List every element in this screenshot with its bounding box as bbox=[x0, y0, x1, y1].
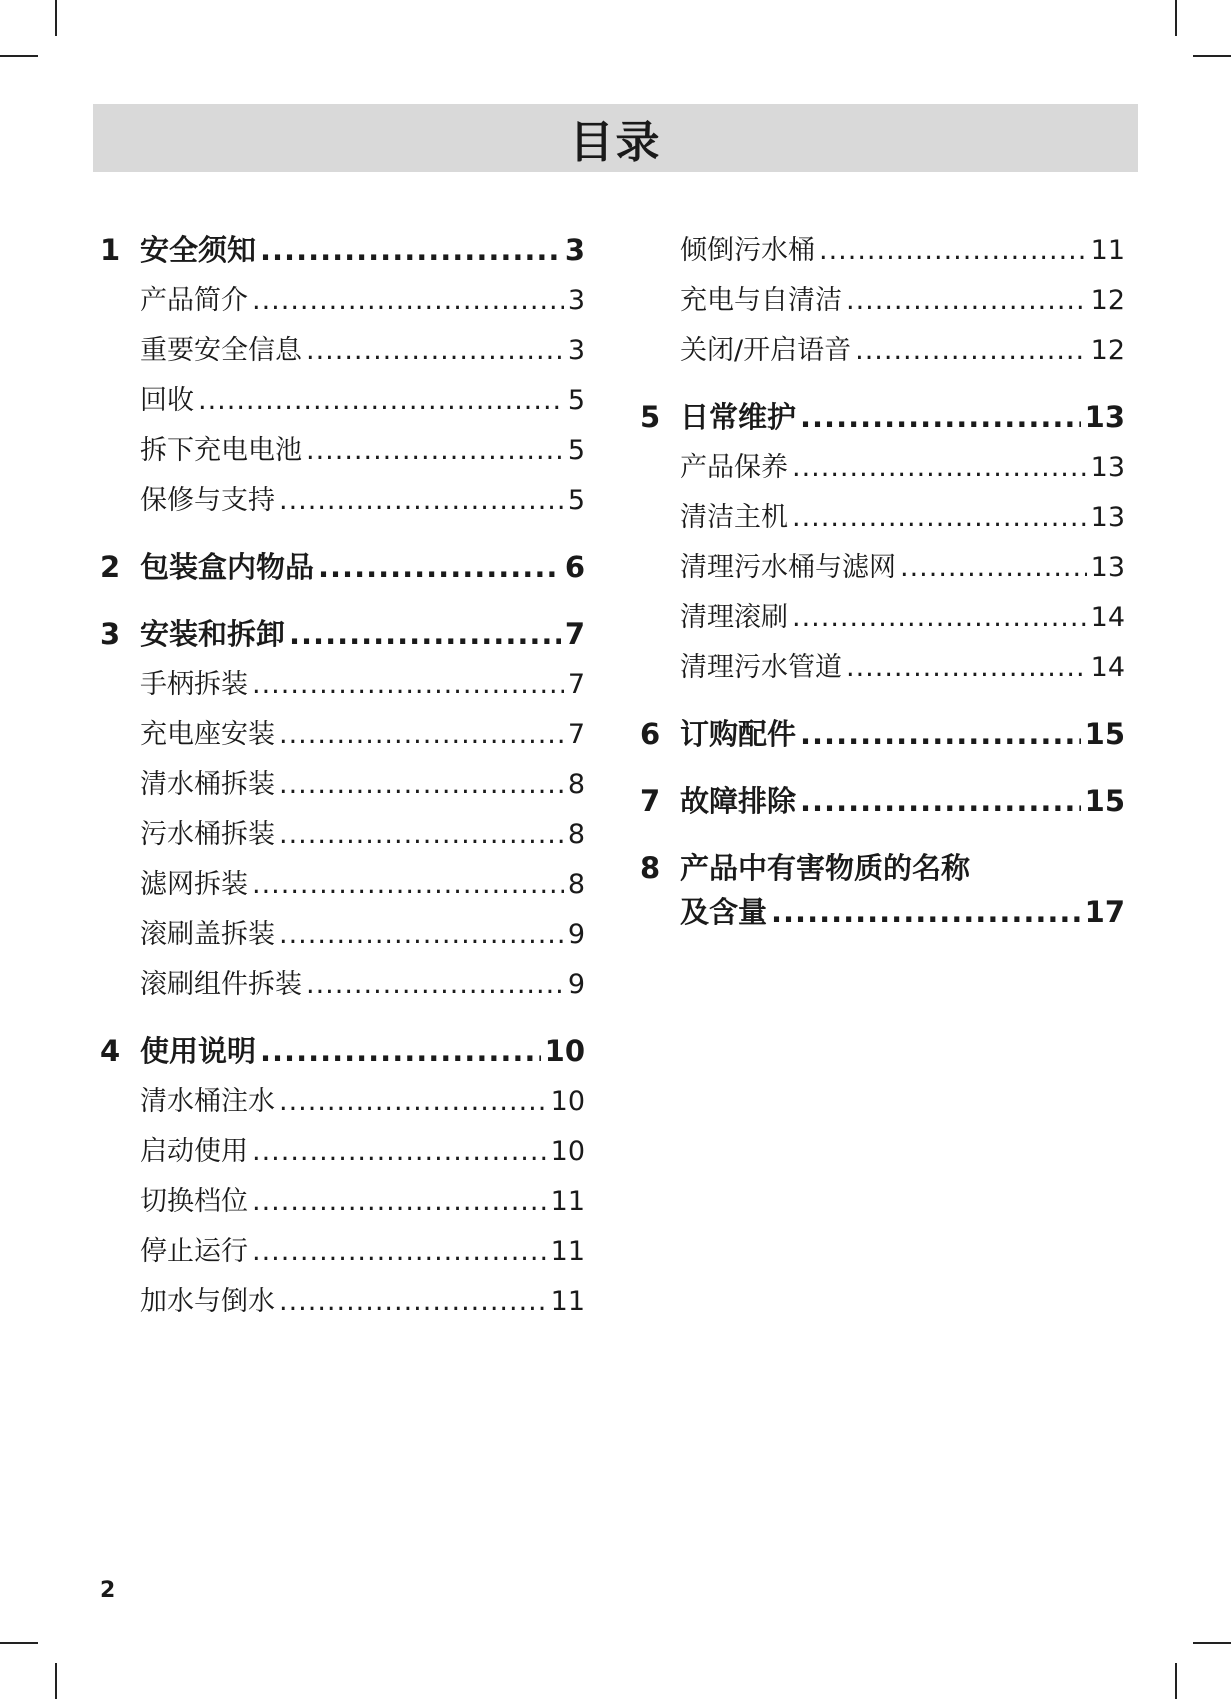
dot-leader bbox=[252, 1136, 547, 1167]
entry-label: 手柄拆装 bbox=[140, 669, 248, 700]
toc-subsection-entry[interactable] bbox=[100, 378, 585, 428]
entry-page-number: 9 bbox=[567, 919, 585, 950]
crop-mark bbox=[0, 55, 38, 57]
entry-page-number: 14 bbox=[1090, 652, 1125, 683]
entry-label: 滚刷盖拆装 bbox=[140, 919, 275, 950]
dot-leader bbox=[279, 719, 564, 750]
toc-section-entry[interactable] bbox=[640, 779, 1125, 829]
toc-left-column bbox=[100, 228, 585, 1329]
dot-leader bbox=[306, 335, 564, 366]
toc-section-entry[interactable] bbox=[100, 228, 585, 278]
entry-line bbox=[640, 890, 1125, 940]
dot-leader bbox=[252, 669, 564, 700]
toc-subsection-entry[interactable] bbox=[100, 278, 585, 328]
dot-leader bbox=[279, 819, 564, 850]
dot-leader bbox=[306, 435, 564, 466]
toc-subsection-entry[interactable] bbox=[100, 328, 585, 378]
dot-leader bbox=[279, 485, 564, 516]
toc-subsection-entry[interactable] bbox=[640, 645, 1125, 695]
entry-page-number: 8 bbox=[567, 869, 585, 900]
entry-page-number: 10 bbox=[550, 1136, 585, 1167]
dot-leader bbox=[792, 502, 1087, 533]
entry-page-number: 13 bbox=[1090, 502, 1125, 533]
dot-leader bbox=[289, 617, 561, 651]
section-number: 1 bbox=[100, 233, 121, 267]
entry-label: 及含量 bbox=[680, 895, 768, 929]
toc-section-entry[interactable] bbox=[100, 545, 585, 595]
dot-leader bbox=[279, 1086, 547, 1117]
dot-leader bbox=[279, 1286, 547, 1317]
entry-label: 产品简介 bbox=[140, 285, 248, 316]
entry-label: 加水与倒水 bbox=[140, 1286, 275, 1317]
toc-subsection-entry[interactable] bbox=[100, 1179, 585, 1229]
entry-page-number: 11 bbox=[550, 1286, 585, 1317]
entry-line bbox=[640, 846, 1125, 890]
dot-leader bbox=[279, 919, 564, 950]
toc-section-entry[interactable] bbox=[100, 1029, 585, 1079]
toc-subsection-entry[interactable] bbox=[100, 862, 585, 912]
entry-page-number: 5 bbox=[567, 435, 585, 466]
toc-right-column bbox=[640, 228, 1125, 940]
entry-page-number: 13 bbox=[1090, 552, 1125, 583]
crop-mark bbox=[1175, 0, 1177, 36]
entry-page-number: 7 bbox=[567, 669, 585, 700]
dot-leader bbox=[771, 895, 1081, 929]
entry-page-number: 12 bbox=[1090, 335, 1125, 366]
dot-leader bbox=[252, 1186, 547, 1217]
entry-label: 滤网拆装 bbox=[140, 869, 248, 900]
toc-subsection-entry[interactable] bbox=[640, 495, 1125, 545]
toc-subsection-entry[interactable] bbox=[100, 812, 585, 862]
toc-subsection-entry[interactable] bbox=[100, 662, 585, 712]
entry-page-number: 13 bbox=[1084, 400, 1125, 434]
section-number: 2 bbox=[100, 550, 121, 584]
toc-subsection-entry[interactable] bbox=[640, 228, 1125, 278]
entry-page-number: 17 bbox=[1084, 895, 1125, 929]
entry-label: 污水桶拆装 bbox=[140, 819, 275, 850]
entry-label: 安装和拆卸 bbox=[140, 617, 286, 651]
dot-leader bbox=[318, 550, 561, 584]
entry-label: 清理污水管道 bbox=[680, 652, 842, 683]
entry-page-number: 11 bbox=[550, 1186, 585, 1217]
dot-leader bbox=[260, 1034, 541, 1068]
entry-label: 拆下充电电池 bbox=[140, 435, 302, 466]
entry-label: 日常维护 bbox=[680, 400, 797, 434]
toc-subsection-entry[interactable] bbox=[100, 1279, 585, 1329]
entry-label: 产品中有害物质的名称 bbox=[680, 851, 971, 885]
toc-subsection-entry[interactable] bbox=[100, 1079, 585, 1129]
crop-mark bbox=[1175, 1663, 1177, 1699]
section-number: 8 bbox=[640, 851, 661, 885]
entry-label: 清水桶注水 bbox=[140, 1086, 275, 1117]
entry-label: 切换档位 bbox=[140, 1186, 248, 1217]
dot-leader bbox=[800, 784, 1081, 818]
toc-subsection-entry[interactable] bbox=[100, 762, 585, 812]
entry-page-number: 7 bbox=[564, 617, 585, 651]
toc-subsection-entry[interactable] bbox=[640, 595, 1125, 645]
entry-page-number: 11 bbox=[1090, 235, 1125, 266]
page-number: 2 bbox=[100, 1578, 116, 1603]
section-number: 7 bbox=[640, 784, 661, 818]
entry-label: 充电与自清洁 bbox=[680, 285, 842, 316]
entry-page-number: 14 bbox=[1090, 602, 1125, 633]
toc-subsection-entry[interactable] bbox=[640, 445, 1125, 495]
entry-page-number: 5 bbox=[567, 485, 585, 516]
section-number: 3 bbox=[100, 617, 121, 651]
entry-label: 产品保养 bbox=[680, 452, 788, 483]
entry-page-number: 7 bbox=[567, 719, 585, 750]
toc-section-entry[interactable] bbox=[640, 712, 1125, 762]
entry-page-number: 10 bbox=[550, 1086, 585, 1117]
entry-label: 安全须知 bbox=[140, 233, 257, 267]
entry-page-number: 12 bbox=[1090, 285, 1125, 316]
entry-page-number: 6 bbox=[564, 550, 585, 584]
dot-leader bbox=[846, 652, 1087, 683]
toc-subsection-entry[interactable] bbox=[640, 278, 1125, 328]
entry-page-number: 9 bbox=[567, 969, 585, 1000]
dot-leader bbox=[252, 285, 564, 316]
toc-subsection-entry[interactable] bbox=[100, 962, 585, 1012]
dot-leader bbox=[855, 335, 1087, 366]
toc-subsection-entry[interactable] bbox=[640, 328, 1125, 378]
section-number: 4 bbox=[100, 1034, 121, 1068]
entry-label: 充电座安装 bbox=[140, 719, 275, 750]
dot-leader bbox=[800, 400, 1081, 434]
entry-page-number: 11 bbox=[550, 1236, 585, 1267]
entry-page-number: 8 bbox=[567, 819, 585, 850]
toc-subsection-entry[interactable] bbox=[100, 912, 585, 962]
entry-label: 订购配件 bbox=[680, 717, 797, 751]
toc-section-entry[interactable] bbox=[100, 612, 585, 662]
entry-label: 使用说明 bbox=[140, 1034, 257, 1068]
section-number: 6 bbox=[640, 717, 661, 751]
crop-mark bbox=[1193, 55, 1231, 57]
toc-subsection-entry[interactable] bbox=[100, 1129, 585, 1179]
dot-leader bbox=[198, 385, 564, 416]
crop-mark bbox=[55, 0, 57, 36]
entry-page-number: 8 bbox=[567, 769, 585, 800]
entry-page-number: 15 bbox=[1084, 717, 1125, 751]
dot-leader bbox=[260, 233, 561, 267]
dot-leader bbox=[252, 869, 564, 900]
dot-leader bbox=[306, 969, 564, 1000]
dot-leader bbox=[792, 602, 1087, 633]
entry-label: 停止运行 bbox=[140, 1236, 248, 1267]
entry-label: 重要安全信息 bbox=[140, 335, 302, 366]
entry-page-number: 13 bbox=[1090, 452, 1125, 483]
toc-subsection-entry[interactable] bbox=[100, 428, 585, 478]
entry-label: 关闭/开启语音 bbox=[680, 335, 852, 366]
entry-page-number: 15 bbox=[1084, 784, 1125, 818]
entry-page-number: 3 bbox=[567, 285, 585, 316]
section-number: 5 bbox=[640, 400, 661, 434]
entry-label: 滚刷组件拆装 bbox=[140, 969, 302, 1000]
entry-page-number: 5 bbox=[567, 385, 585, 416]
entry-label: 包装盒内物品 bbox=[140, 550, 315, 584]
entry-label: 清洁主机 bbox=[680, 502, 788, 533]
dot-leader bbox=[846, 285, 1087, 316]
crop-mark bbox=[55, 1663, 57, 1699]
toc-subsection-entry[interactable] bbox=[100, 712, 585, 762]
entry-label: 清理滚刷 bbox=[680, 602, 788, 633]
crop-mark bbox=[0, 1642, 38, 1644]
entry-label: 故障排除 bbox=[680, 784, 797, 818]
entry-label: 清理污水桶与滤网 bbox=[680, 552, 896, 583]
dot-leader bbox=[279, 769, 564, 800]
dot-leader bbox=[252, 1236, 547, 1267]
entry-page-number: 3 bbox=[564, 233, 585, 267]
entry-page-number: 3 bbox=[567, 335, 585, 366]
dot-leader bbox=[792, 452, 1087, 483]
dot-leader bbox=[800, 717, 1081, 751]
entry-label: 保修与支持 bbox=[140, 485, 275, 516]
toc-section-entry[interactable] bbox=[640, 846, 1125, 940]
entry-label: 倾倒污水桶 bbox=[680, 235, 815, 266]
entry-label: 启动使用 bbox=[140, 1136, 248, 1167]
toc-subsection-entry[interactable] bbox=[100, 478, 585, 528]
entry-label: 回收 bbox=[140, 385, 194, 416]
dot-leader bbox=[900, 552, 1087, 583]
crop-mark bbox=[1193, 1642, 1231, 1644]
toc-subsection-entry[interactable] bbox=[100, 1229, 585, 1279]
toc-section-entry[interactable] bbox=[640, 395, 1125, 445]
entry-page-number: 10 bbox=[544, 1034, 585, 1068]
page-title: 目录 bbox=[569, 117, 662, 168]
dot-leader bbox=[819, 235, 1087, 266]
toc-title-bar bbox=[93, 104, 1138, 172]
entry-label: 清水桶拆装 bbox=[140, 769, 275, 800]
toc-subsection-entry[interactable] bbox=[640, 545, 1125, 595]
